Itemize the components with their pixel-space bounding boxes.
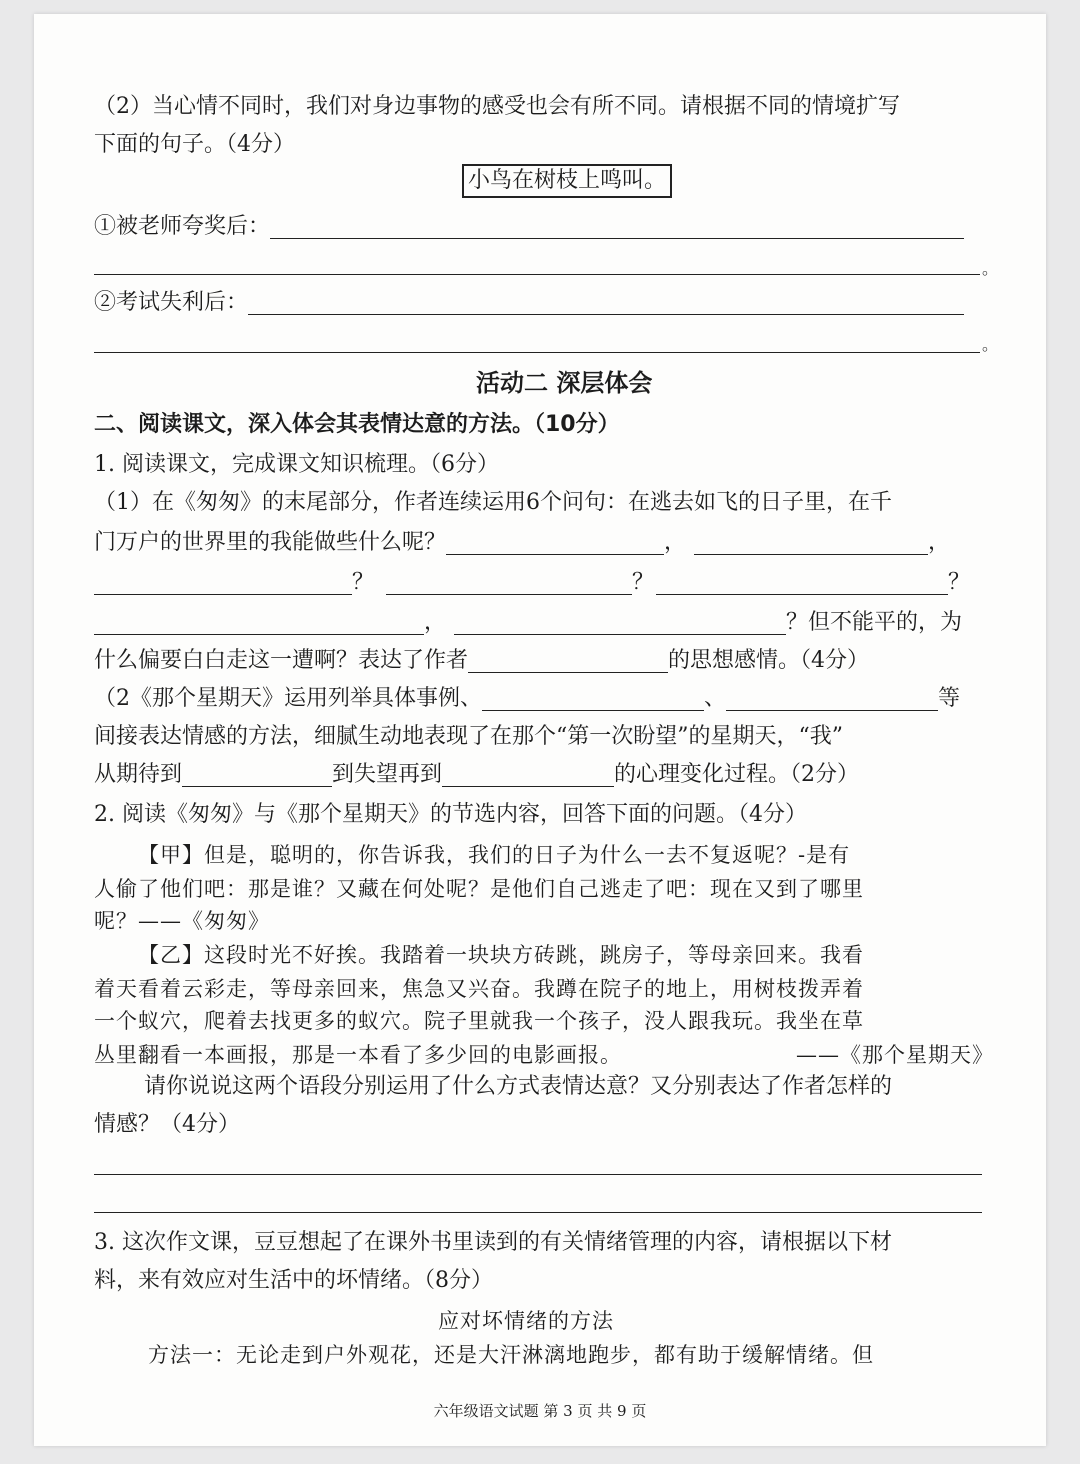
q1-blank-3[interactable] [94, 566, 352, 595]
q2-item2-blank[interactable] [248, 286, 964, 315]
q3-line2: 料，来有效应对生活中的坏情绪。（8分） [94, 1268, 493, 1293]
yi-line2: 着天看着云彩走，等母亲回来，焦急又兴奋。我蹲在院子的地上，用树枝拨弄着 [94, 977, 864, 1001]
question-mark: ？ [948, 570, 971, 595]
q1-sub2-line2: 间接表达情感的方法，细腻生动地表现了在那个“第一次盼望”的星期天，“我” [94, 724, 843, 749]
q1-sub1-line1: （1）在《匆匆》的末尾部分，作者连续运用6个问句：在逃去如飞的日子里，在千 [94, 490, 892, 515]
exam-page [34, 14, 1046, 1446]
q2-item1-answer-line[interactable] [94, 274, 980, 275]
q1-blank-8[interactable] [468, 644, 668, 673]
q1-sub1-tail: ？但不能平的，为 [786, 610, 963, 635]
method-one: 方法一：无论走到户外观花，还是大汗淋漓地跑步，都有助于缓解情绪。但 [148, 1343, 874, 1367]
separator: 、 [704, 686, 727, 711]
question-mark: ？ [632, 570, 655, 595]
q2-sentence: 小鸟在树枝上鸣叫。 [462, 164, 672, 198]
q1-title: 1. 阅读课文，完成课文知识梳理。（6分） [94, 452, 499, 477]
q2-item1-blank[interactable] [270, 210, 964, 239]
q1-sub1-line2 [94, 524, 950, 562]
yi-line1: 【乙】这段时光不好挨。我踏着一块块方砖跳，跳房子，等母亲回来。我看 [138, 943, 864, 967]
q1-sub2-line1a: （2《那个星期天》运用列举具体事例、 [94, 686, 482, 711]
q1-blank-5[interactable] [656, 566, 948, 595]
q1-sub1-line3 [94, 564, 970, 602]
q1-blank-6[interactable] [94, 606, 424, 635]
q2-prompt-line2: 下面的句子。（4分） [94, 132, 295, 157]
page-footer: 六年级语文试题 第 3 页 共 9 页 [433, 1402, 647, 1420]
q1-blank-9[interactable] [482, 682, 704, 711]
q3-line1: 3. 这次作文课，豆豆想起了在课外书里读到的有关情绪管理的内容，请根据以下材 [94, 1230, 892, 1255]
q2-sentence-box [462, 162, 672, 200]
q1-sub2-line3 [94, 756, 859, 794]
q1-blank-10[interactable] [726, 682, 938, 711]
yi-line3: 一个蚁穴，爬着去找更多的蚁穴。院子里就我一个孩子，没人跟我玩。我坐在草 [94, 1009, 864, 1033]
q1-sub2-line1 [94, 680, 960, 718]
comma: ， [664, 530, 687, 555]
q1-sub2-line3a: 从期待到 [94, 762, 183, 787]
q1-sub2-line3c: 的心理变化过程。（2分） [614, 762, 860, 787]
q1-sub1-line4 [94, 604, 962, 642]
q2b-question-line1: 请你说说这两个语段分别运用了什么方式表情达意？又分别表达了作者怎样的 [144, 1074, 893, 1099]
q1-sub2-line3b: 到失望再到 [332, 762, 443, 787]
q2-item2 [94, 284, 964, 322]
q1-sub1-line5a: 什么偏要白白走这一遭啊？表达了作者 [94, 648, 469, 673]
jia-line1: 【甲】但是，聪明的，你告诉我，我们的日子为什么一去不复返呢？-是有 [138, 843, 851, 867]
q2-prompt-line1: （2）当心情不同时，我们对身边事物的感受也会有所不同。请根据不同的情境扩写 [94, 94, 900, 119]
comma: ， [928, 530, 951, 555]
q1-blank-1[interactable] [446, 526, 664, 555]
jia-line3: 呢？——《匆匆》 [94, 909, 270, 933]
q2b-answer-line-2[interactable] [94, 1212, 982, 1213]
q1-blank-2[interactable] [694, 526, 928, 555]
activity-title: 活动二 深层体会 [476, 369, 653, 397]
q2-item2-answer-line[interactable] [94, 352, 980, 353]
q1-sub1-line5 [94, 642, 869, 680]
q1-sub2-line1b: 等 [938, 686, 961, 711]
q1-sub1-line5b: 的思想感情。（4分） [668, 648, 870, 673]
end-mark-2: 。 [982, 335, 999, 354]
q2b-answer-line-1[interactable] [94, 1174, 982, 1175]
q1-blank-11[interactable] [182, 758, 332, 787]
q2-item1-label: ①被老师夸奖后： [94, 214, 271, 239]
q1-blank-12[interactable] [442, 758, 614, 787]
q2b-question-line2: 情感？（4分） [94, 1112, 240, 1137]
q2b-title: 2. 阅读《匆匆》与《那个星期天》的节选内容，回答下面的问题。（4分） [94, 802, 807, 827]
q1-sub1-text: 门万户的世界里的我能做些什么呢？ [94, 530, 447, 555]
q2-item2-label: ②考试失利后： [94, 290, 249, 315]
q2-item1 [94, 208, 964, 246]
material-title: 应对坏情绪的方法 [438, 1309, 614, 1333]
part2-heading: 二、阅读课文，深入体会其表情达意的方法。（10分） [94, 412, 620, 437]
question-mark: ？ [352, 570, 375, 595]
comma: ， [424, 610, 447, 635]
yi-source: ——《那个星期天》 [796, 1043, 994, 1067]
jia-line2: 人偷了他们吧：那是谁？又藏在何处呢？是他们自己逃走了吧：现在又到了哪里 [94, 877, 864, 901]
yi-line4: 丛里翻看一本画报，那是一本看了多少回的电影画报。 [94, 1043, 622, 1067]
q1-blank-4[interactable] [386, 566, 632, 595]
end-mark-1: 。 [982, 259, 999, 278]
q1-blank-7[interactable] [454, 606, 786, 635]
